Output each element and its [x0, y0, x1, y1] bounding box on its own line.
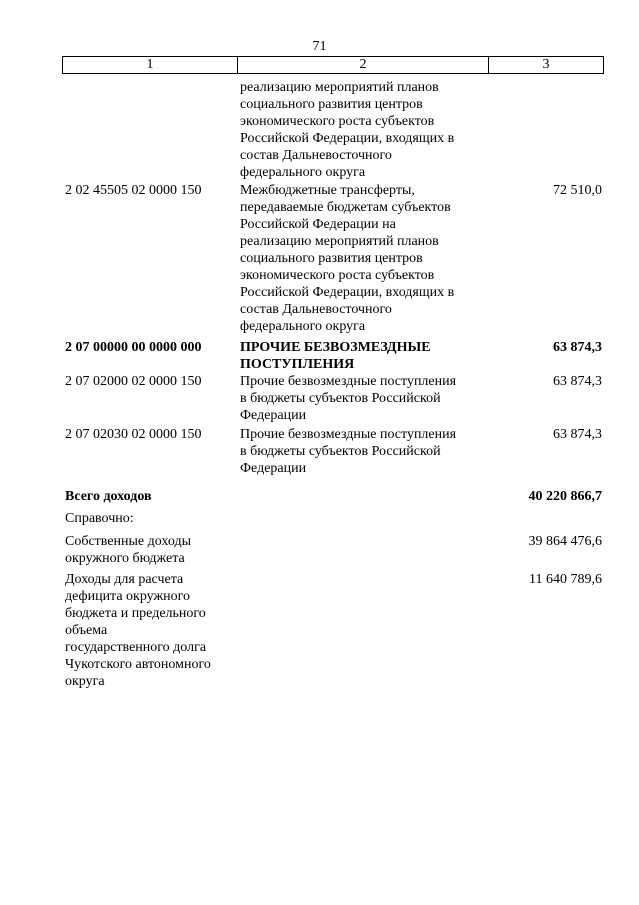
text-line: Федерации [240, 461, 307, 476]
text-line: Прочие безвозмездные поступления [240, 374, 457, 389]
text-line: объема [65, 623, 108, 638]
text-line: бюджета и предельного [65, 606, 206, 621]
table-header [62, 56, 604, 74]
text-line: Чукотского автономного [65, 657, 211, 672]
text-line: передаваемые бюджетам субъектов [240, 200, 451, 215]
text-line: федерального округа [240, 319, 366, 334]
reference-own-amount: 39 864 476,6 [528, 534, 602, 549]
text-line: реализацию мероприятий планов [240, 80, 439, 95]
text-line: экономического роста субъектов [240, 114, 435, 129]
text-line: государственного долга [65, 640, 207, 655]
text-line: Российской Федерации, входящих в [240, 285, 455, 300]
text-line: реализацию мероприятий планов [240, 234, 439, 249]
text-line: в бюджеты субъектов Российской [240, 391, 441, 406]
text-line: состав Дальневосточного [240, 148, 392, 163]
row-amount: 63 874,3 [553, 427, 602, 442]
text-line: окружного бюджета [65, 551, 185, 566]
text-line: Доходы для расчета [65, 572, 184, 587]
header-col-3: 3 [542, 57, 550, 72]
text-line: Федерации [240, 408, 307, 423]
text-line: ПРОЧИЕ БЕЗВОЗМЕЗДНЫЕ [240, 340, 431, 355]
row-amount: 63 874,3 [553, 340, 602, 355]
page-number: 71 [312, 39, 327, 54]
text-line: Прочие безвозмездные поступления [240, 427, 457, 442]
text-line: дефицита окружного [65, 589, 191, 604]
header-col-2: 2 [359, 57, 367, 72]
text-line: социального развития центров [240, 97, 423, 112]
text-line: в бюджеты субъектов Российской [240, 444, 441, 459]
text-line: состав Дальневосточного [240, 302, 392, 317]
reference-deficit-amount: 11 640 789,6 [529, 572, 602, 587]
row-code: 2 07 00000 00 0000 000 [65, 340, 202, 355]
text-line: Межбюджетные трансферты, [240, 183, 415, 198]
row-code: 2 02 45505 02 0000 150 [65, 183, 202, 198]
reference-label: Справочно: [65, 511, 134, 526]
header-col-1: 1 [146, 57, 154, 72]
row-code: 2 07 02000 02 0000 150 [65, 374, 202, 389]
text-line: ПОСТУПЛЕНИЯ [240, 357, 355, 372]
total-amount: 40 220 866,7 [528, 489, 602, 504]
row-amount: 72 510,0 [553, 183, 602, 198]
text-line: Российской Федерации, входящих в [240, 131, 455, 146]
row-amount: 63 874,3 [553, 374, 602, 389]
text-line: Российской Федерации на [240, 217, 396, 232]
text-line: федерального округа [240, 165, 366, 180]
total-label: Всего доходов [65, 489, 152, 504]
text-line: социального развития центров [240, 251, 423, 266]
text-line: округа [65, 674, 105, 689]
row-code: 2 07 02030 02 0000 150 [65, 427, 202, 442]
text-line: Собственные доходы [65, 534, 192, 549]
text-line: экономического роста субъектов [240, 268, 435, 283]
